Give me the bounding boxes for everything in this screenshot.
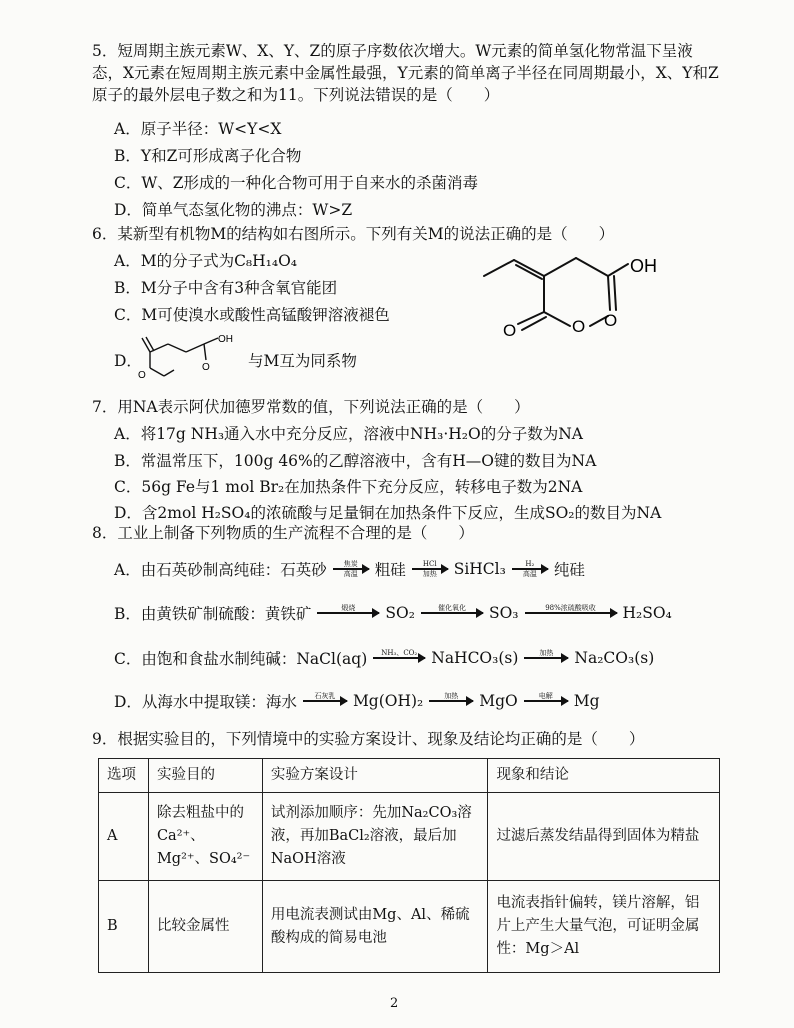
q8d-arrow-3 [524,692,568,710]
q8c-arrow-1-top: NH₃、CO₂ [381,649,418,657]
q8b-arrow-1 [317,604,379,622]
q8a-arrow-2-bottom: 加热 [422,570,437,578]
q8a-arrow-1-top: 焦炭 [343,560,358,568]
q8a-arrow-3-top: H₂ [525,560,535,568]
q8a-step-3: 纯硅 [553,561,585,579]
q8c-arrow-2 [524,649,568,667]
q8d-arrow-1 [303,692,347,710]
molecule-oh-label: OH [630,256,657,276]
q8d-step-2: MgO [479,692,518,710]
molecule-o-ether: O [572,317,586,336]
q8b-arrow-1-top: 煅烧 [341,604,356,612]
question-5-stem: 5．短周期主族元素W、X、Y、Z的原子序数依次增大。W元素的简单氢化物常温下呈液态，X元素在短周期主族元素中金属性最强，Y元素的简单离子半径在同周期最小，X、Y和Z原子的最外层电子数之和为11。下列说法错误的是（ ） [92,42,719,104]
q8b-step-2: SO₃ [488,604,519,622]
q7-option-a: A．将17g NH₃通入水中充分反应，溶液中NH₃·H₂O的分子数为NA [114,425,583,443]
table-cell: 电流表指针偏转，镁片溶解，铝片上产生大量气泡，可证明金属性：Mg＞Al [488,881,720,973]
q5-option-d: D．简单气态氢化物的沸点：W>Z [114,201,353,219]
molecule-o-carboxyl: O [604,311,618,330]
q8c-arrow-1 [373,649,425,667]
small-o2-label: O [202,362,210,373]
question-6-stem: 6．某新型有机物M的结构如右图所示。下列有关M的说法正确的是（ ） [92,225,615,243]
q9-table [98,758,720,973]
q8c-step-2: Na₂CO₃(s) [574,649,655,667]
q8d-label: D．从海水中提取镁：海水 [114,693,297,711]
q8c-label: C．由饱和食盐水制纯碱：NaCl(aq) [114,650,368,668]
q5-option-c: C．W、Z形成的一种化合物可用于自来水的杀菌消毒 [114,174,479,192]
q8b-arrow-3-top: 98%浓硫酸吸收 [545,604,596,612]
q6-option-c: C．M可使溴水或酸性高锰酸钾溶液褪色 [114,306,390,324]
q8-option-b [114,602,672,624]
q8a-label: A．由石英砂制高纯硅：石英砂 [114,561,327,579]
q8d-step-3: Mg [573,692,600,710]
table-cell: 用电流表测试由Mg、Al、稀硫酸构成的简易电池 [262,881,488,973]
page-number: 2 [390,996,399,1011]
table-header-cell: 实验目的 [148,759,262,793]
q8b-arrow-2-top: 催化氧化 [437,604,466,612]
q8-option-d [114,690,600,712]
q8a-arrow-3-bottom: 高温 [522,570,537,578]
q7-option-c: C．56g Fe与1 mol Br₂在加热条件下充分反应，转移电子数为2NA [114,478,583,496]
table-cell: 过滤后蒸发结晶得到固体为精盐 [488,793,720,881]
q8a-arrow-1-bottom: 高温 [343,570,358,578]
q6-option-d-structure [134,330,244,382]
table-header-cell: 实验方案设计 [262,759,488,793]
question-5 [92,40,722,106]
q8d-arrow-2 [429,692,473,710]
table-row [99,793,720,881]
q5-option-a: A．原子半径：W<Y<X [114,120,282,138]
q8b-arrow-2 [421,604,483,622]
q8d-arrow-2-top: 加热 [444,692,459,700]
molecule-o-ketone: O [503,321,517,340]
q6-option-d-label: D． [114,352,142,370]
small-o-label: O [138,370,146,381]
question-9-stem: 9．根据实验目的，下列情境中的实验方案设计、现象及结论均正确的是（ ） [92,730,645,748]
table-cell: 试剂添加顺序：先加Na₂CO₃溶液，再加BaCl₂溶液，最后加NaOH溶液 [262,793,488,881]
q8b-step-3: H₂SO₄ [622,604,672,622]
q8d-arrow-1-top: 石灰乳 [314,692,336,700]
question-8 [92,522,722,544]
question-7 [92,396,722,418]
q8a-arrow-1 [333,560,369,578]
question-7-stem: 7．用NA表示阿伏加德罗常数的值，下列说法正确的是（ ） [92,398,530,416]
q6-option-d-text: 与M互为同系物 [248,352,357,370]
q7-option-b: B．常温常压下，100g 46%的乙醇溶液中，含有H—O键的数目为NA [114,452,597,470]
q8b-label: B．由黄铁矿制硫酸：黄铁矿 [114,605,312,623]
q6-option-b: B．M分子中含有3种含氧官能团 [114,279,338,297]
table-header-cell: 现象和结论 [488,759,720,793]
table-cell: A [99,793,149,881]
table-row [99,881,720,973]
table-cell: 比较金属性 [148,881,262,973]
q8a-arrow-3 [512,560,548,578]
table-header-row [99,759,720,793]
molecule-m-structure [478,240,708,355]
q8-option-c [114,647,654,669]
q8c-arrow-2-top: 加热 [539,649,554,657]
q5-option-b: B．Y和Z可形成离子化合物 [114,147,302,165]
q6-option-a: A．M的分子式为C₈H₁₄O₄ [114,252,298,270]
q8a-arrow-2-top: HCl [422,560,437,568]
q8c-step-1: NaHCO₃(s) [431,649,519,667]
q8-option-a [114,558,585,580]
small-oh-label: OH [218,334,233,345]
q8a-step-2: SiHCl₃ [453,560,506,578]
table-cell: 除去粗盐中的Ca²⁺、Mg²⁺、SO₄²⁻ [148,793,262,881]
q8a-step-1: 粗硅 [374,561,406,579]
question-9 [92,728,722,750]
q8d-step-1: Mg(OH)₂ [352,692,424,710]
q8d-arrow-3-top: 电解 [538,692,553,700]
table-header-cell: 选项 [99,759,149,793]
table-cell: B [99,881,149,973]
q8b-step-1: SO₂ [385,604,415,622]
q8b-arrow-3 [525,604,617,622]
q7-option-d: D．含2mol H₂SO₄的浓硫酸与足量铜在加热条件下反应，生成SO₂的数目为NA [114,504,662,522]
q8a-arrow-2 [412,560,448,578]
question-8-stem: 8．工业上制备下列物质的生产流程不合理的是（ ） [92,524,474,542]
